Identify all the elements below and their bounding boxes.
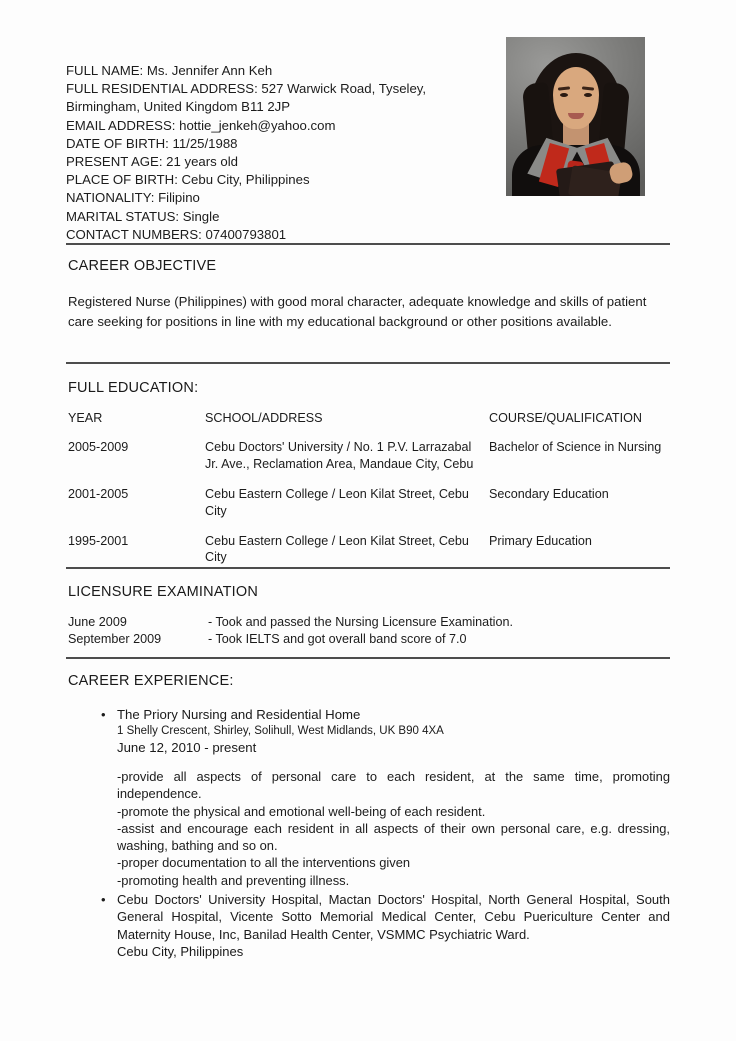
table-header-row xyxy=(68,410,672,426)
photo-eye-left xyxy=(560,93,568,97)
applicant-photo xyxy=(506,37,645,196)
duty-line: -promoting health and preventing illness. xyxy=(117,872,350,888)
column-header-course: COURSE/QUALIFICATION xyxy=(489,411,643,425)
licensure-date: September 2009 xyxy=(68,632,162,647)
licensure-heading: LICENSURE EXAMINATION xyxy=(68,584,259,600)
education-school: Cebu Eastern College / Leon Kilat Street, Cebu City xyxy=(205,487,469,518)
employer-name: The Priory Nursing and Residential Home xyxy=(117,707,361,722)
personal-detail-line: PRESENT AGE: 21 years old xyxy=(66,154,239,170)
licensure-date: June 2009 xyxy=(68,615,127,629)
employer-address: 1 Shelly Crescent, Shirley, Solihull, West Midlands, UK B90 4XA xyxy=(117,724,444,737)
licensure-row xyxy=(68,614,513,631)
table-row xyxy=(68,533,672,566)
divider-after-licensure xyxy=(66,657,670,659)
education-school: Cebu Eastern College / Leon Kilat Street, Cebu City xyxy=(205,534,469,565)
personal-detail-line: CONTACT NUMBERS: 07400793801 xyxy=(66,226,287,242)
education-course: Primary Education xyxy=(489,534,592,549)
column-header-school: SCHOOL/ADDRESS xyxy=(205,411,323,425)
personal-detail-line: PLACE OF BIRTH: Cebu City, Philippines xyxy=(66,172,310,188)
duty-line: -proper documentation to all the interventions given xyxy=(117,855,411,871)
licensure-description: - Took IELTS and got overall band score of 7.0 xyxy=(208,632,467,647)
personal-detail-line: FULL NAME: Ms. Jennifer Ann Keh xyxy=(66,63,273,78)
education-course: Secondary Education xyxy=(489,487,609,502)
employment-dates: June 12, 2010 - present xyxy=(117,740,257,756)
table-row xyxy=(68,486,672,519)
table-row xyxy=(68,439,672,472)
personal-detail-line: FULL RESIDENTIAL ADDRESS: 527 Warwick Road, Tyseley, xyxy=(66,81,427,97)
experience-heading: CAREER EXPERIENCE: xyxy=(68,673,234,689)
bullet-icon: • xyxy=(101,707,106,722)
affiliation-location: Cebu City, Philippines xyxy=(117,944,244,960)
education-year: 1995-2001 xyxy=(68,534,129,549)
affiliated-hospitals: Cebu Doctors' University Hospital, Mactan Doctors' Hospital, North General Hospital, South General Hospital, Vicente Sotto Memorial Medical Center, Cebu Puericulture Center and Maternity House, Inc, Banilad Health Center, VSMMC Psychiatric Ward. xyxy=(117,892,670,942)
divider-after-education xyxy=(66,567,670,569)
education-heading: FULL EDUCATION: xyxy=(68,380,199,396)
duties-list xyxy=(117,768,670,889)
career-objective-heading: CAREER OBJECTIVE xyxy=(68,258,217,274)
personal-detail-line: MARITAL STATUS: Single xyxy=(66,208,220,224)
career-objective-body: Registered Nurse (Philippines) with good moral character, adequate knowledge and skills of patient care seeking for positions in line with my educational background or other positions available. xyxy=(68,294,647,329)
personal-details-block xyxy=(66,62,496,244)
duty-line: -provide all aspects of personal care to each resident, at the same time, promoting independence. xyxy=(117,769,670,802)
licensure-row xyxy=(68,631,513,648)
education-course: Bachelor of Science in Nursing xyxy=(489,440,662,455)
column-header-year: YEAR xyxy=(68,411,103,425)
personal-detail-line: EMAIL ADDRESS: hottie_jenkeh@yahoo.com xyxy=(66,117,336,133)
divider-after-personal-details xyxy=(66,243,670,245)
experience-entry-body xyxy=(117,891,670,961)
experience-entry-body xyxy=(117,706,670,757)
duty-line: -promote the physical and emotional well-being of each resident. xyxy=(117,803,486,819)
photo-face xyxy=(553,67,599,129)
divider-after-career-objective xyxy=(66,362,670,364)
licensure-description: - Took and passed the Nursing Licensure Examination. xyxy=(208,615,513,629)
education-table xyxy=(68,410,672,580)
photo-eye-right xyxy=(584,93,592,97)
bullet-icon: • xyxy=(101,892,106,907)
experience-entry xyxy=(101,706,670,757)
experience-entry xyxy=(101,891,670,961)
personal-detail-line: DATE OF BIRTH: 11/25/1988 xyxy=(66,135,238,151)
education-year: 2005-2009 xyxy=(68,440,129,455)
personal-detail-line: NATIONALITY: Filipino xyxy=(66,190,200,206)
licensure-table xyxy=(68,614,513,649)
duty-line: -assist and encourage each resident in all aspects of their own personal care, e.g. dressing, washing, bathing and so on. xyxy=(117,820,670,854)
personal-detail-line: Birmingham, United Kingdom B11 2JP xyxy=(66,99,291,115)
education-school: Cebu Doctors' University / No. 1 P.V. Larrazabal Jr. Ave., Reclamation Area, Mandaue City, Cebu xyxy=(205,440,474,471)
education-year: 2001-2005 xyxy=(68,487,129,502)
